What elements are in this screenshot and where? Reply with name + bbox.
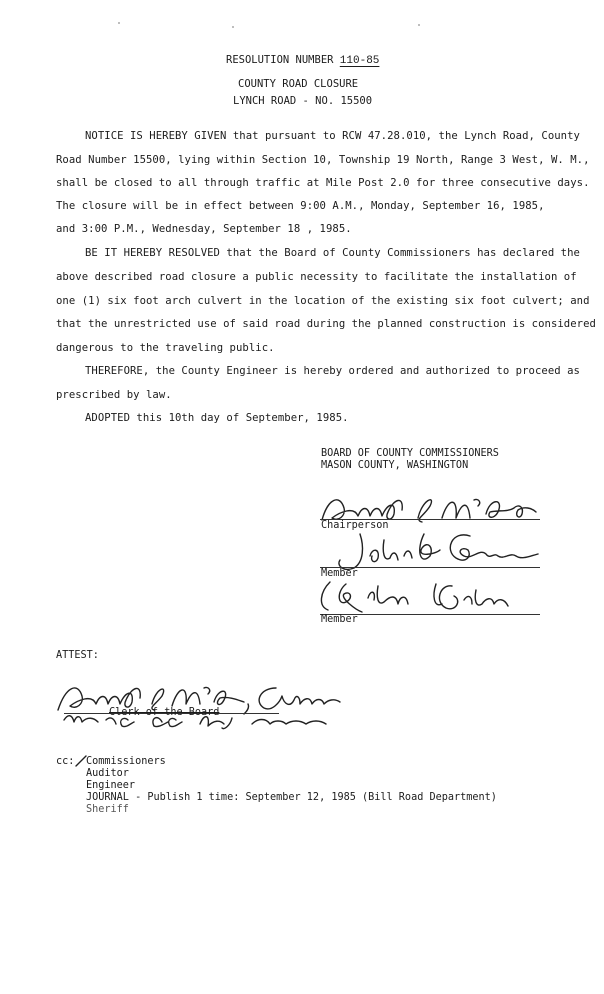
resolved-line-1: BE IT HEREBY RESOLVED that the Board of County Commissioners has declared the xyxy=(85,247,580,259)
resolved-line-3: one (1) six foot arch culvert in the location of the existing six foot culvert; and xyxy=(56,295,590,307)
resolution-number-line xyxy=(226,54,379,67)
member-2-signature xyxy=(316,576,526,616)
resolved-line-4: that the unrestricted use of said road during the planned construction is considered xyxy=(56,318,596,330)
notice-line-1: NOTICE IS HEREBY GIVEN that pursuant to RCW 47.28.010, the Lynch Road, County xyxy=(85,130,580,142)
notice-line-4: The closure will be in effect between 9:00 A.M., Monday, September 16, 1985, xyxy=(56,200,545,212)
scan-speck xyxy=(232,26,234,28)
road-title: LYNCH ROAD - NO. 15500 xyxy=(233,95,373,107)
board-title: BOARD OF COUNTY COMMISSIONERS xyxy=(321,448,499,459)
member-1-label: Member xyxy=(321,568,358,579)
scan-speck xyxy=(418,24,420,26)
board-county: MASON COUNTY, WASHINGTON xyxy=(321,460,469,471)
attest-signature xyxy=(54,680,344,730)
resolved-line-2: above described road closure a public necessity to facilitate the installation of xyxy=(56,271,577,283)
chairperson-label: Chairperson xyxy=(321,520,389,531)
cc-label: cc: xyxy=(56,756,75,767)
therefore-line-2: prescribed by law. xyxy=(56,389,172,401)
notice-line-2: Road Number 15500, lying within Section 10, Township 19 North, Range 3 West, W. M., xyxy=(56,154,590,166)
resolution-number: 110-85 xyxy=(339,55,380,67)
clerk-label: Clerk of the Board xyxy=(109,707,220,718)
notice-line-5: and 3:00 P.M., Wednesday, September 18 , 1985. xyxy=(56,223,352,235)
resolution-label: RESOLUTION NUMBER xyxy=(226,54,334,66)
member-2-label: Member xyxy=(321,614,358,625)
cc-item-journal: JOURNAL - Publish 1 time: September 12, 1985 (Bill Road Department) xyxy=(86,792,497,803)
cc-item-commissioners: Commissioners xyxy=(86,756,166,767)
resolved-line-5: dangerous to the traveling public. xyxy=(56,342,275,354)
cc-item-sheriff: Sheriff xyxy=(86,804,129,815)
therefore-line-1: THEREFORE, the County Engineer is hereby ordered and authorized to proceed as xyxy=(85,365,580,377)
cc-item-engineer: Engineer xyxy=(86,780,136,791)
cc-item-auditor: Auditor xyxy=(86,768,129,779)
scan-speck xyxy=(118,22,120,24)
notice-line-3: shall be closed to all through traffic at Mile Post 2.0 for three consecutive days. xyxy=(56,177,590,189)
adopted-line: ADOPTED this 10th day of September, 1985. xyxy=(85,412,349,424)
subject-title: COUNTY ROAD CLOSURE xyxy=(238,78,359,90)
attest-label: ATTEST: xyxy=(56,650,99,661)
